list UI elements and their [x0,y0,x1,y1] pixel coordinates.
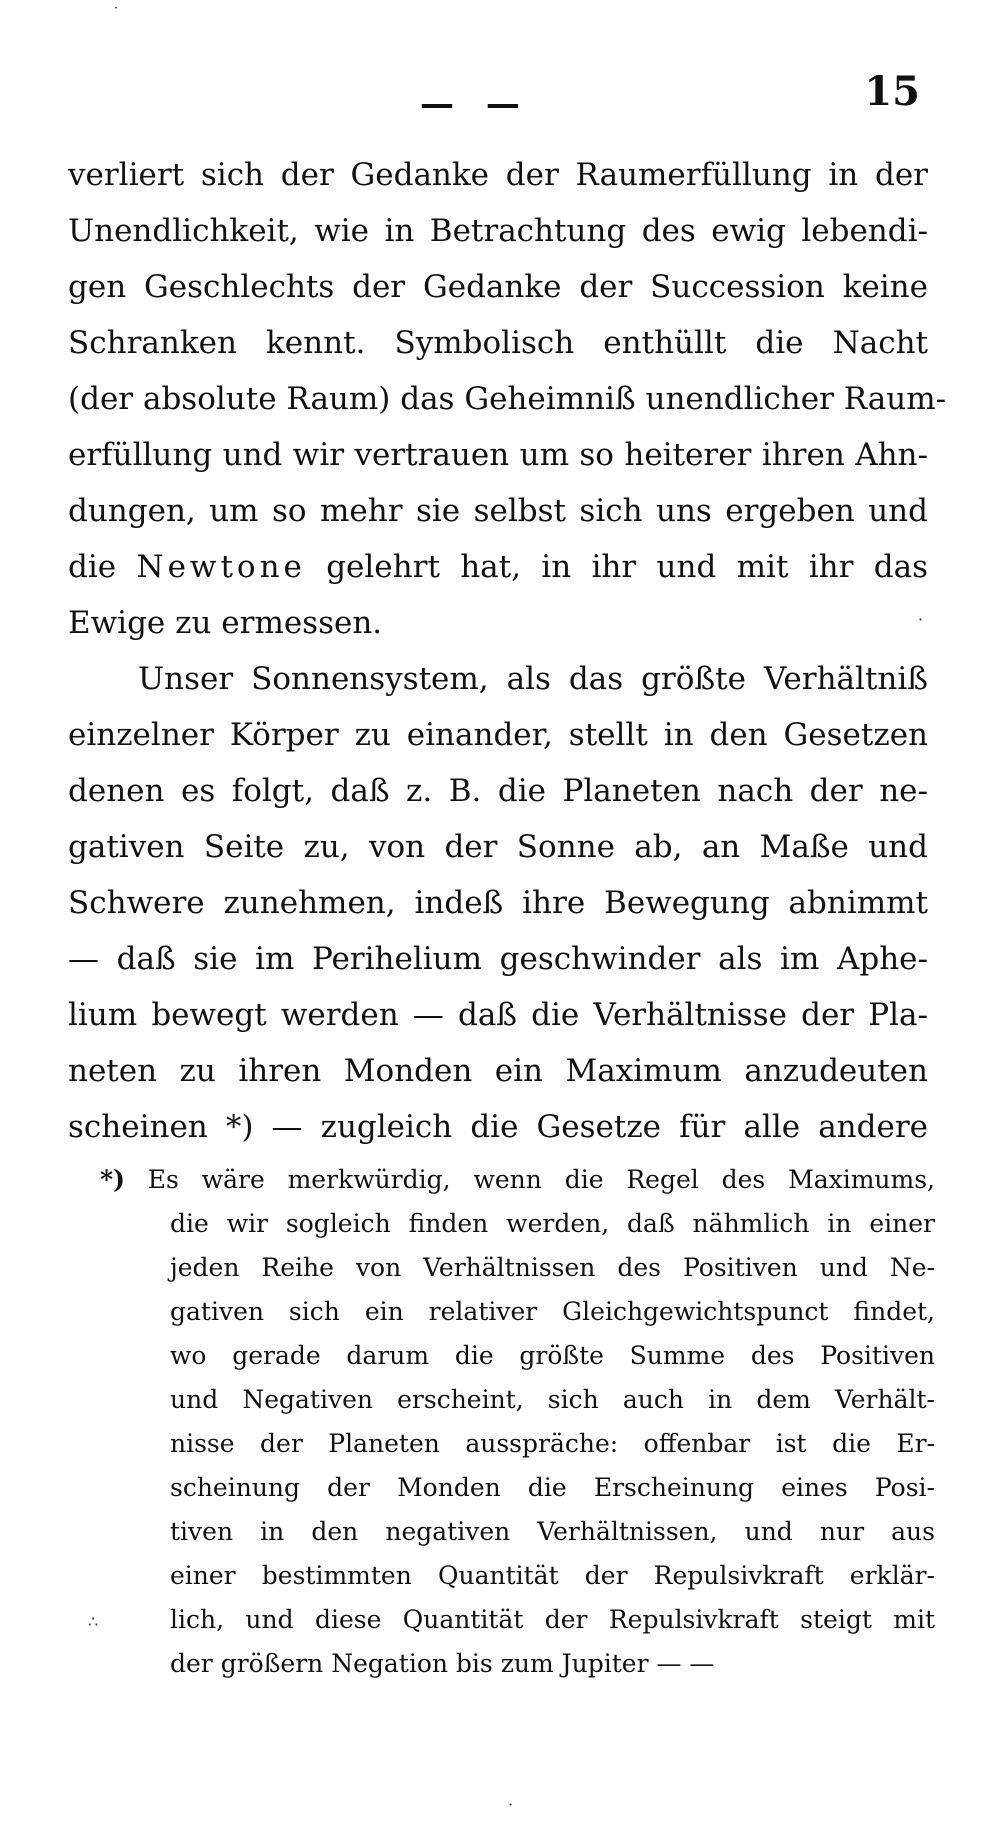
text-line: Schranken kennt. Symbolisch enthüllt die Nacht [68,325,928,361]
text-line: lium bewegt werden — daß die Verhältnisse der Pla- [68,997,928,1033]
main-text [68,147,947,1155]
text-line: denen es folgt, daß z. B. die Planeten nach der ne- [68,773,928,809]
text-line: erfüllung und wir vertrauen um so heiterer ihren Ahn- [68,437,928,473]
footnote-text: Es wäre merkwürdig, wenn die Regel des Maximums, [147,1165,935,1194]
spaced-name-newtone: Newtone [136,549,306,585]
footnote-line: einer bestimmten Quantität der Repulsivkraft erklär- [170,1561,935,1590]
header-dashes: — — [420,84,530,124]
footnote [100,1158,935,1686]
print-speck: ∴ [88,1612,99,1631]
footnote-line: nisse der Planeten ausspräche: offenbar ist die Er- [170,1429,935,1458]
footnote-line: lich, und diese Quantität der Repulsivkraft steigt mit [170,1605,935,1634]
text-line: verliert sich der Gedanke der Raumerfüllung in der [68,157,928,193]
text-fragment: die [68,549,117,585]
text-line: — daß sie im Perihelium geschwinder als im Aphe- [68,941,928,977]
footnote-line: jeden Reihe von Verhältnissen des Positiven und Ne- [170,1253,935,1282]
text-line: neten zu ihren Monden ein Maximum anzudeuten [68,1053,928,1089]
text-line: Ewige zu ermessen. [68,605,383,641]
text-line: scheinen *) — zugleich die Gesetze für alle andere [68,1109,928,1145]
text-line: einzelner Körper zu einander, stellt in den Gesetzen [68,717,928,753]
text-line: Unendlichkeit, wie in Betrachtung des ewig lebendi- [68,213,928,249]
paragraph-start-line: Unser Sonnensystem, als das größte Verhältniß [138,661,928,697]
footnote-line: wo gerade darum die größte Summe des Positiven [170,1341,935,1370]
footnote-first-line [100,1158,935,1202]
text-fragment: gelehrt hat, in ihr und mit ihr das [326,549,928,585]
footnote-line: scheinung der Monden die Erscheinung eines Posi- [170,1473,935,1502]
text-line: dungen, um so mehr sie selbst sich uns ergeben und [68,493,928,529]
text-line-with-spaced-name [68,539,928,595]
page-header [60,62,940,122]
print-speck: ˙ [112,4,120,23]
text-line: gen Geschlechts der Gedanke der Succession keine [68,269,928,305]
print-speck: · [508,1795,514,1814]
text-line: Schwere zunehmen, indeß ihre Bewegung abnimmt [68,885,928,921]
text-line: (der absolute Raum) das Geheimniß unendlicher Raum- [68,381,947,417]
text-line: gativen Seite zu, von der Sonne ab, an Maße und [68,829,928,865]
footnote-line: tiven in den negativen Verhältnissen, und nur aus [170,1517,935,1546]
footnote-line: der größern Negation bis zum Jupiter — — [170,1649,715,1678]
footnote-line: gativen sich ein relativer Gleichgewichtspunct findet, [170,1297,935,1326]
footnote-marker: *) [100,1165,125,1194]
print-speck: · [918,610,924,629]
page-number: 15 [864,68,920,115]
footnote-line: die wir sogleich finden werden, daß nähmlich in einer [170,1209,935,1238]
footnote-line: und Negativen erscheint, sich auch in dem Verhält- [170,1385,935,1414]
